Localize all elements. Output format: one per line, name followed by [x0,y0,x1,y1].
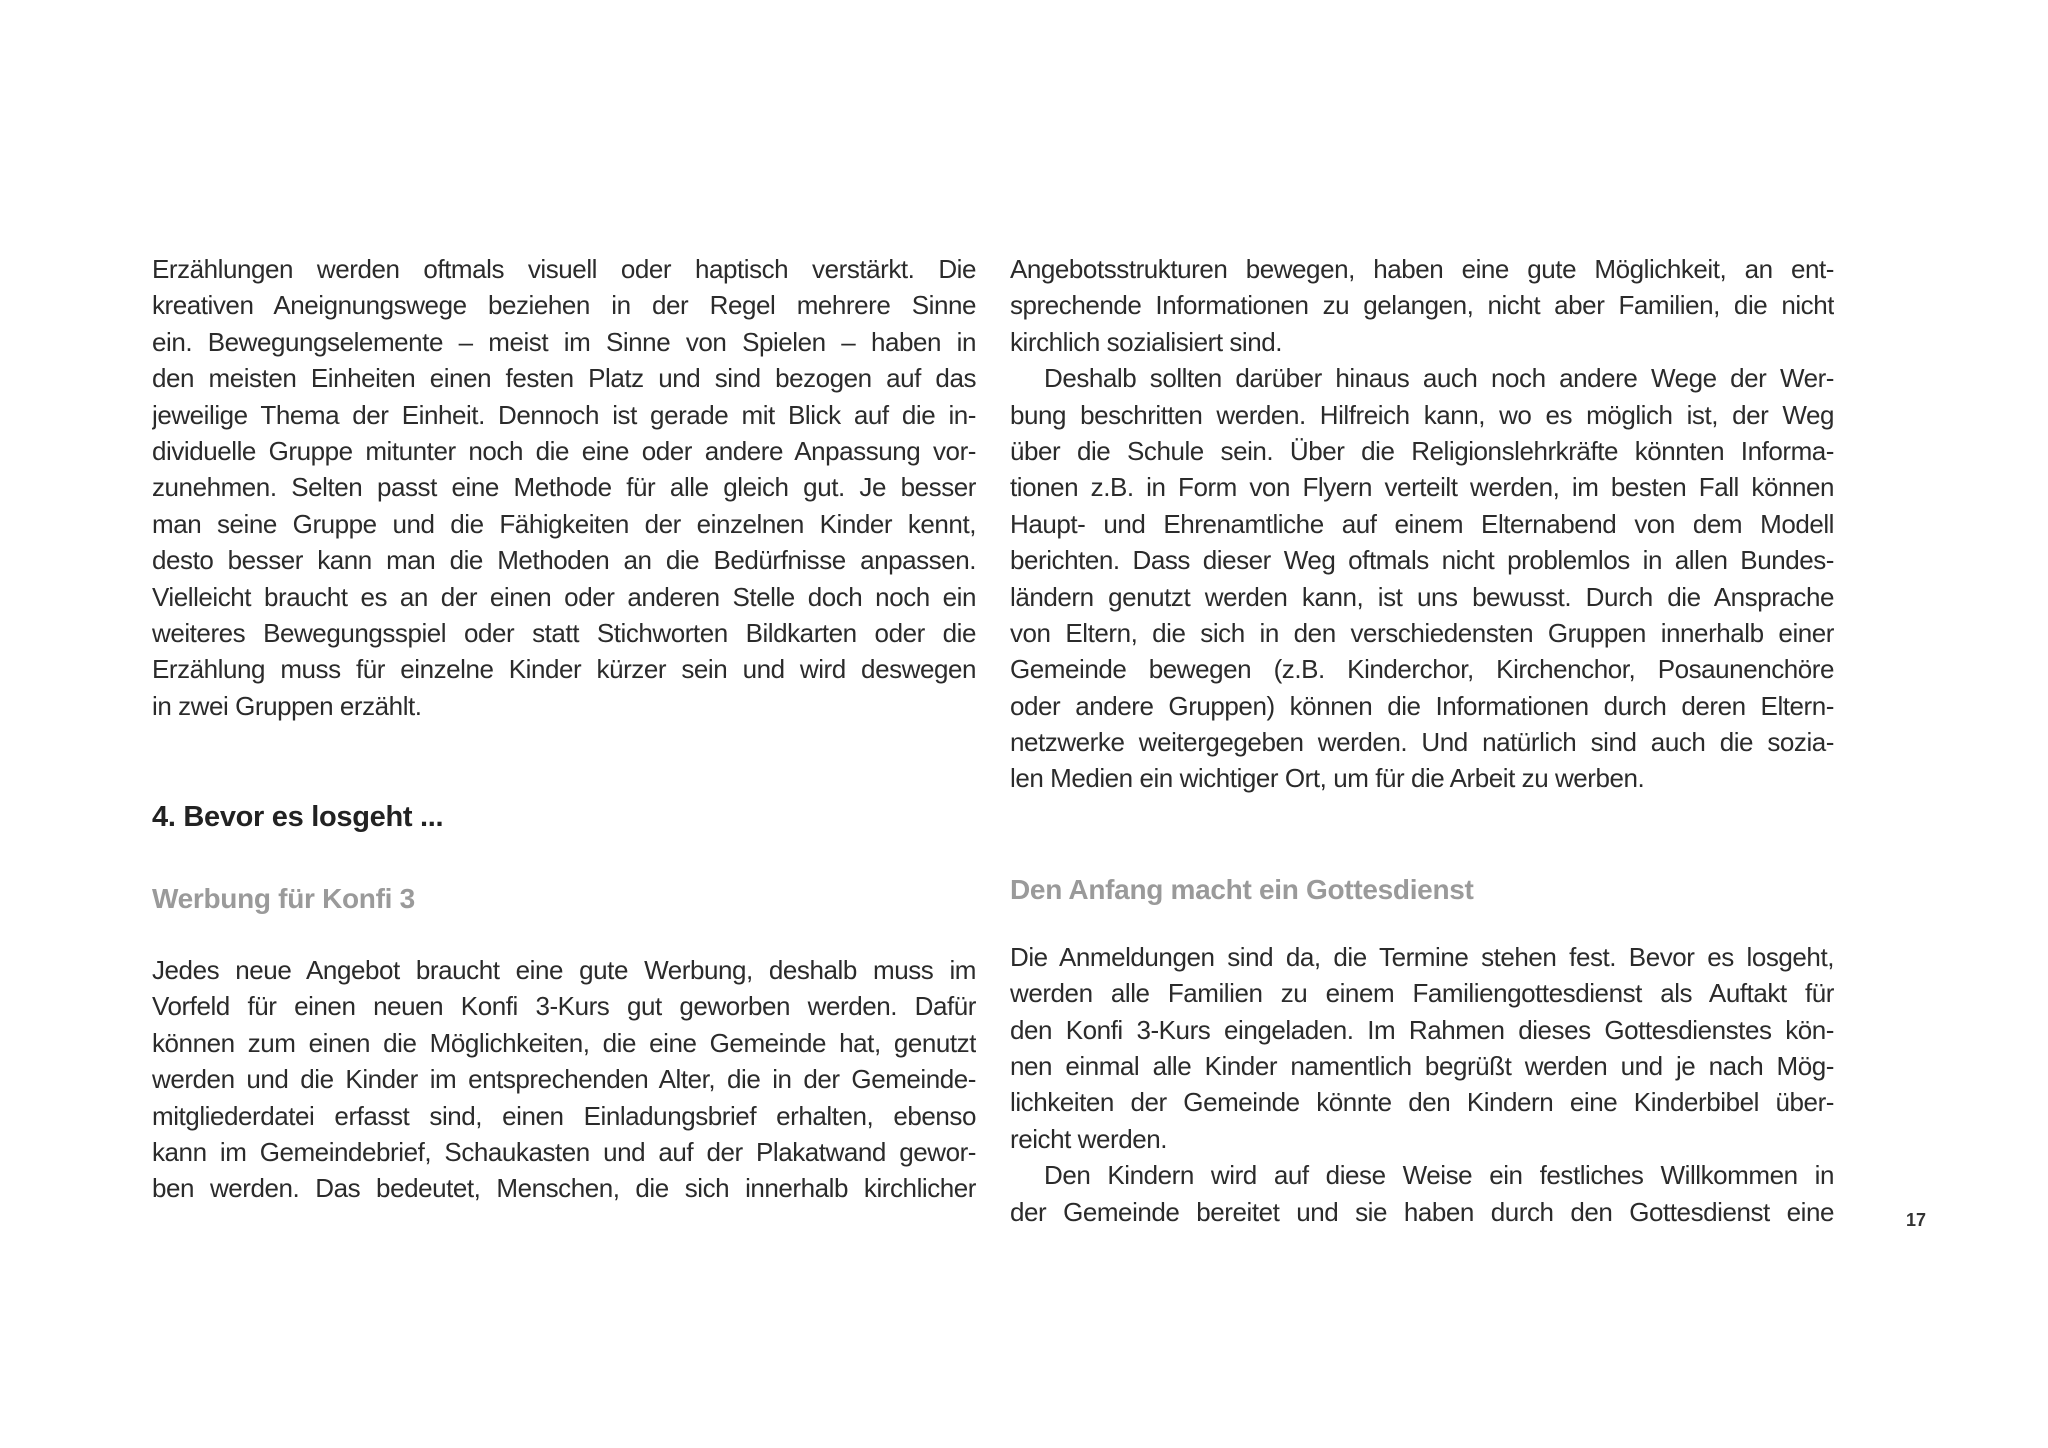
text-line: zunehmen. Selten passt eine Methode für alle gleich gut. Je besser [152,472,976,503]
page-number: 17 [1906,1210,1927,1230]
text-line: ländern genutzt werden kann, ist uns bewusst. Durch die Ansprache [1010,581,1834,612]
text-line: bung beschritten werden. Hilfreich kann, wo es möglich ist, der Weg [1010,399,1834,430]
text-line: lichkeiten der Gemeinde könnte den Kindern eine Kinderbibel über- [1010,1087,1834,1118]
text-line: kann im Gemeindebrief, Schaukasten und auf der Plakatwand gewor- [152,1137,976,1168]
text-line: in zwei Gruppen erzählt. [152,690,422,721]
left-column [152,251,976,1207]
text-line: jeweilige Thema der Einheit. Dennoch ist gerade mit Blick auf die in- [152,399,976,430]
text-line: Angebotsstrukturen bewegen, haben eine gute Möglichkeit, an ent- [1010,254,1834,284]
text-line: Die Anmeldungen sind da, die Termine stehen fest. Bevor es losgeht, [1010,941,1834,972]
subheading-werbung: Werbung für Konfi 3 [152,883,415,915]
section-heading: 4. Bevor es losgeht ... [152,801,444,834]
text-line: ben werden. Das bedeutet, Menschen, die sich innerhalb kirchlicher [152,1173,976,1204]
text-line: ein. Bewegungselemente – meist im Sinne von Spielen – haben in [152,326,976,357]
text-line: von Eltern, die sich in den verschiedensten Gruppen innerhalb einer [1010,617,1834,648]
subheading-gottesdienst: Den Anfang macht ein Gottesdienst [1010,873,1474,905]
text-line: den meisten Einheiten einen festen Platz und sind bezogen auf das [152,363,976,394]
text-line: desto besser kann man die Methoden an die Bedürfnisse anpassen. [152,545,976,576]
text-line: Erzählungen werden oftmals visuell oder haptisch verstärkt. Die [152,254,976,284]
paragraph-werbung [152,952,976,1207]
text-line: sprechende Informationen zu gelangen, nicht aber Familien, die nicht [1010,290,1834,321]
text-line: mitgliederdatei erfasst sind, einen Einladungsbrief erhalten, ebenso [152,1100,976,1131]
paragraph-continued [1010,251,1834,360]
text-line: weiteres Bewegungsspiel oder statt Stichworten Bildkarten oder die [152,617,976,648]
text-line: Jedes neue Angebot braucht eine gute Werbung, deshalb muss im [152,955,976,986]
text-line: Haupt- und Ehrenamtliche auf einem Elternabend von dem Modell [1010,508,1834,539]
text-line: den Konfi 3-Kurs eingeladen. Im Rahmen dieses Gottesdienstes kön- [1010,1014,1834,1045]
text-line: man seine Gruppe und die Fähigkeiten der einzelnen Kinder kennt, [152,508,976,539]
text-line: berichten. Dass dieser Weg oftmals nicht problemlos in allen Bundes- [1010,545,1834,576]
paragraph-anmeldungen [1010,939,1834,1157]
text-line: können zum einen die Möglichkeiten, die eine Gemeinde hat, genutzt [152,1027,976,1058]
text-line: nen einmal alle Kinder namentlich begrüßt werden und je nach Mög- [1010,1051,1834,1082]
text-line: werden und die Kinder im entsprechenden Alter, die in der Gemeinde- [152,1064,976,1095]
right-column [1010,251,1834,1230]
text-line: der Gemeinde bereitet und sie haben durch den Gottesdienst eine [1010,1196,1834,1227]
text-line: werden alle Familien zu einem Familiengottesdienst als Auftakt für [1010,978,1834,1009]
text-line: reicht werden. [1010,1123,1167,1154]
text-line: dividuelle Gruppe mitunter noch die eine oder andere Anpassung vor- [152,435,976,466]
text-line: kreativen Aneignungswege beziehen in der Regel mehrere Sinne [152,290,976,321]
text-line: kirchlich sozialisiert sind. [1010,326,1283,357]
text-line: netzwerke weitergegeben werden. Und natürlich sind auch die sozia- [1010,727,1834,758]
text-line: Vorfeld für einen neuen Konfi 3-Kurs gut geworben werden. Dafür [152,991,976,1022]
text-line: Gemeinde bewegen (z.B. Kinderchor, Kirchenchor, Posaunenchöre [1010,654,1834,685]
paragraph-intro [152,251,976,724]
text-line: Vielleicht braucht es an der einen oder anderen Stelle doch noch ein [152,581,976,612]
text-line: len Medien ein wichtiger Ort, um für die Arbeit zu werben. [1010,763,1645,794]
text-line: über die Schule sein. Über die Religionslehrkräfte könnten Informa- [1010,435,1834,466]
text-line: Erzählung muss für einzelne Kinder kürzer sein und wird deswegen [152,654,976,685]
text-line: tionen z.B. in Form von Flyern verteilt werden, im besten Fall können [1010,472,1834,503]
text-line: Den Kindern wird auf diese Weise ein festliches Willkommen in [1044,1160,1834,1191]
paragraph-willkommen [1010,1157,1834,1230]
paragraph-weitere-wege [1010,360,1834,797]
text-line: Deshalb sollten darüber hinaus auch noch andere Wege der Wer- [1044,363,1834,394]
text-line: oder andere Gruppen) können die Informationen durch deren Eltern- [1010,690,1834,721]
